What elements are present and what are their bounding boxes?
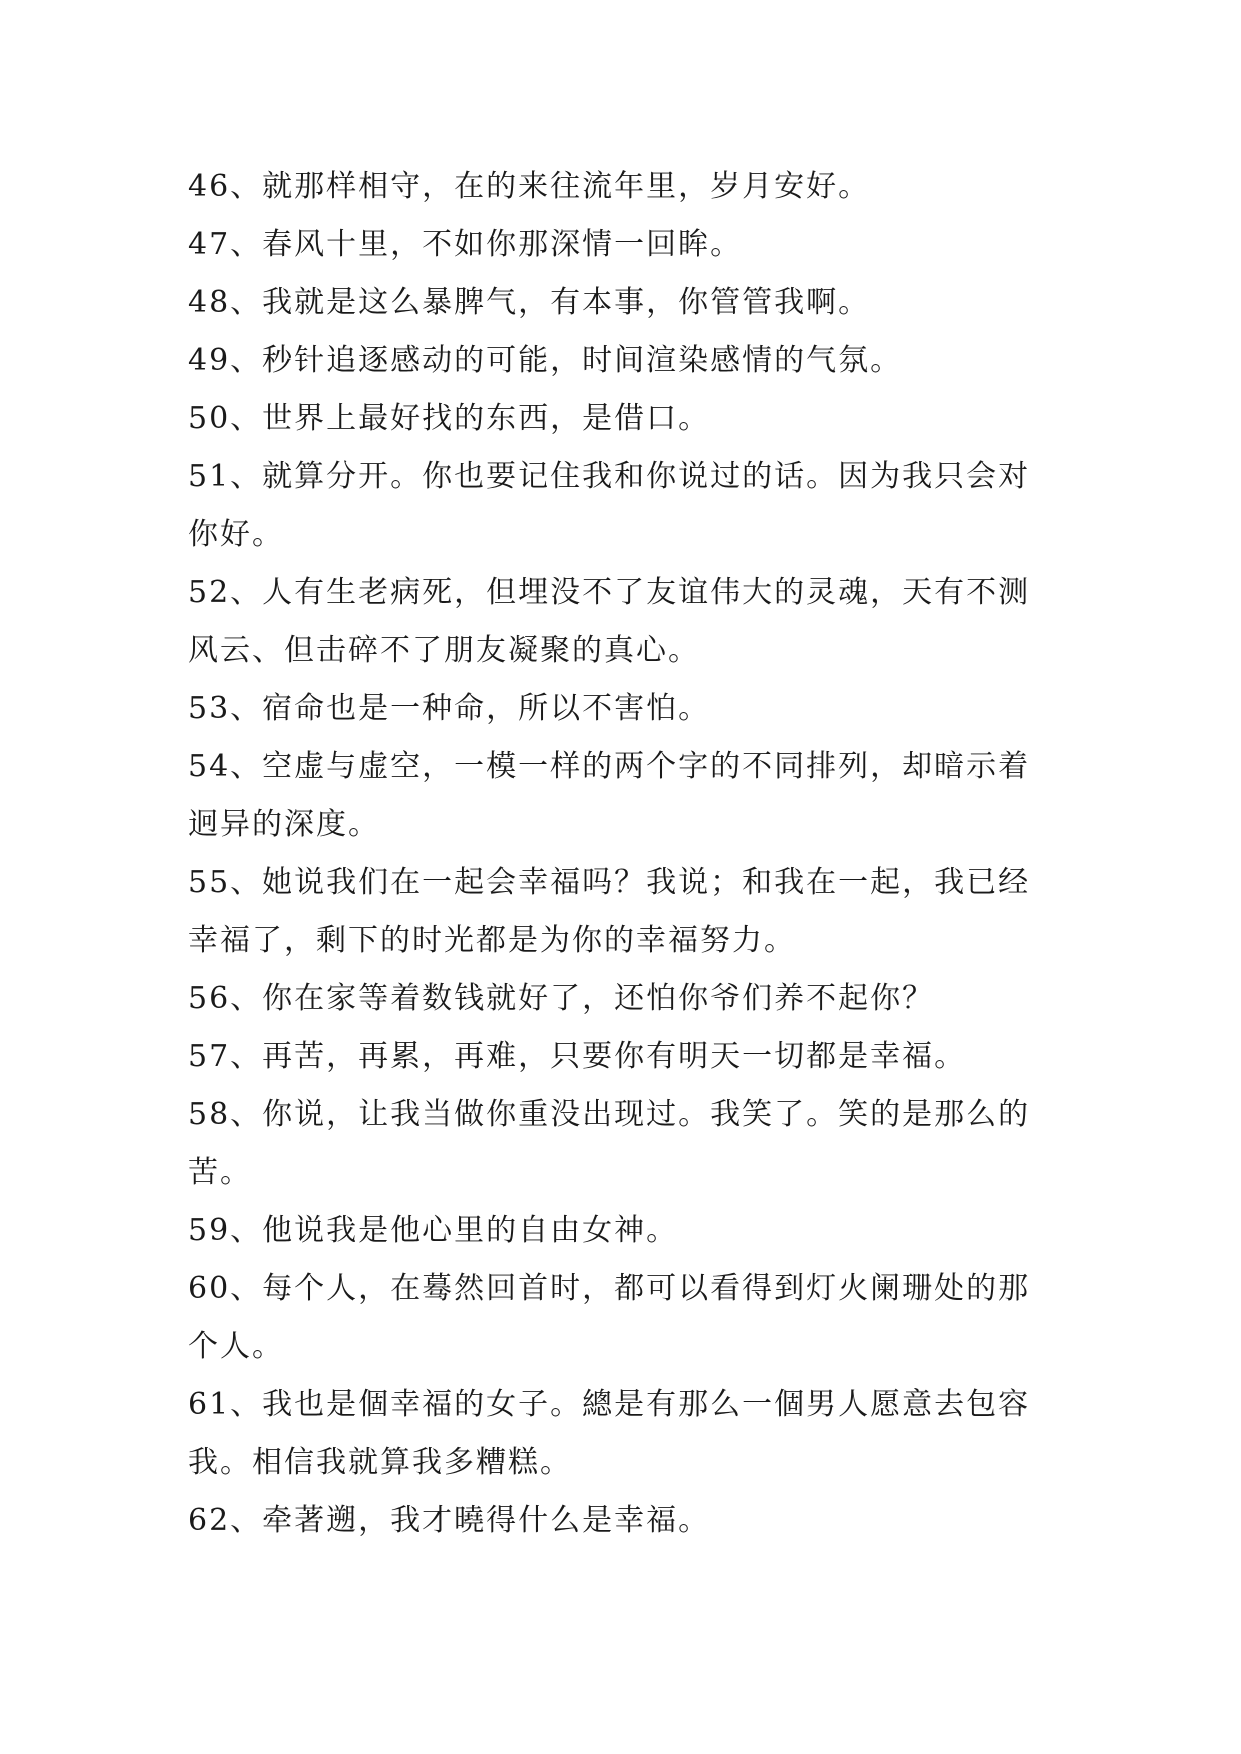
quote-line: 61、我也是個幸福的女子。總是有那么一個男人愿意去包容 [188, 1387, 1031, 1422]
quote-line: 58、你说，让我当做你重没出现过。我笑了。笑的是那么的 [188, 1097, 1031, 1132]
quote-56 [188, 970, 1068, 1028]
quote-line: 52、人有生老病死，但埋没不了友谊伟大的灵魂，天有不测 [188, 575, 1031, 610]
quote-line: 48、我就是这么暴脾气，有本事，你管管我啊。 [188, 285, 871, 320]
quote-61 [188, 1376, 1068, 1492]
quote-51 [188, 448, 1068, 564]
quote-53 [188, 680, 1068, 738]
quote-line: 迥异的深度。 [188, 807, 380, 842]
quote-47 [188, 216, 1068, 274]
quote-line: 55、她说我们在一起会幸福吗？我说；和我在一起，我已经 [188, 865, 1031, 900]
quote-50 [188, 390, 1068, 448]
quote-line: 你好。 [188, 517, 284, 552]
quote-54 [188, 738, 1068, 854]
quote-line: 47、春风十里，不如你那深情一回眸。 [188, 227, 743, 262]
quote-62 [188, 1492, 1068, 1550]
quote-49 [188, 332, 1068, 390]
quote-line: 49、秒针追逐感动的可能，时间渲染感情的气氛。 [188, 343, 903, 378]
quote-57 [188, 1028, 1068, 1086]
quote-line: 我。相信我就算我多糟糕。 [188, 1445, 572, 1480]
quote-line: 60、每个人，在蓦然回首时，都可以看得到灯火阑珊处的那 [188, 1271, 1031, 1306]
quote-59 [188, 1202, 1068, 1260]
quote-52 [188, 564, 1068, 680]
quote-line: 56、你在家等着数钱就好了，还怕你爷们养不起你？ [188, 981, 935, 1016]
quote-46 [188, 158, 1068, 216]
quote-list [188, 158, 1068, 1550]
quote-line: 51、就算分开。你也要记住我和你说过的话。因为我只会对 [188, 459, 1031, 494]
quote-line: 风云、但击碎不了朋友凝聚的真心。 [188, 633, 700, 668]
quote-line: 62、牵著遡，我才曉得什么是幸福。 [188, 1503, 711, 1538]
quote-48 [188, 274, 1068, 332]
quote-line: 53、宿命也是一种命，所以不害怕。 [188, 691, 711, 726]
quote-line: 46、就那样相守，在的来往流年里，岁月安好。 [188, 169, 871, 204]
quote-line: 50、世界上最好找的东西，是借口。 [188, 401, 711, 436]
quote-line: 幸福了，剩下的时光都是为你的幸福努力。 [188, 923, 796, 958]
quote-line: 57、再苦，再累，再难，只要你有明天一切都是幸福。 [188, 1039, 967, 1074]
quote-line: 苦。 [188, 1155, 252, 1190]
quote-60 [188, 1260, 1068, 1376]
quote-58 [188, 1086, 1068, 1202]
quote-55 [188, 854, 1068, 970]
quote-line: 54、空虚与虚空，一模一样的两个字的不同排列，却暗示着 [188, 749, 1031, 784]
quote-line: 59、他说我是他心里的自由女神。 [188, 1213, 679, 1248]
quote-line: 个人。 [188, 1329, 284, 1364]
